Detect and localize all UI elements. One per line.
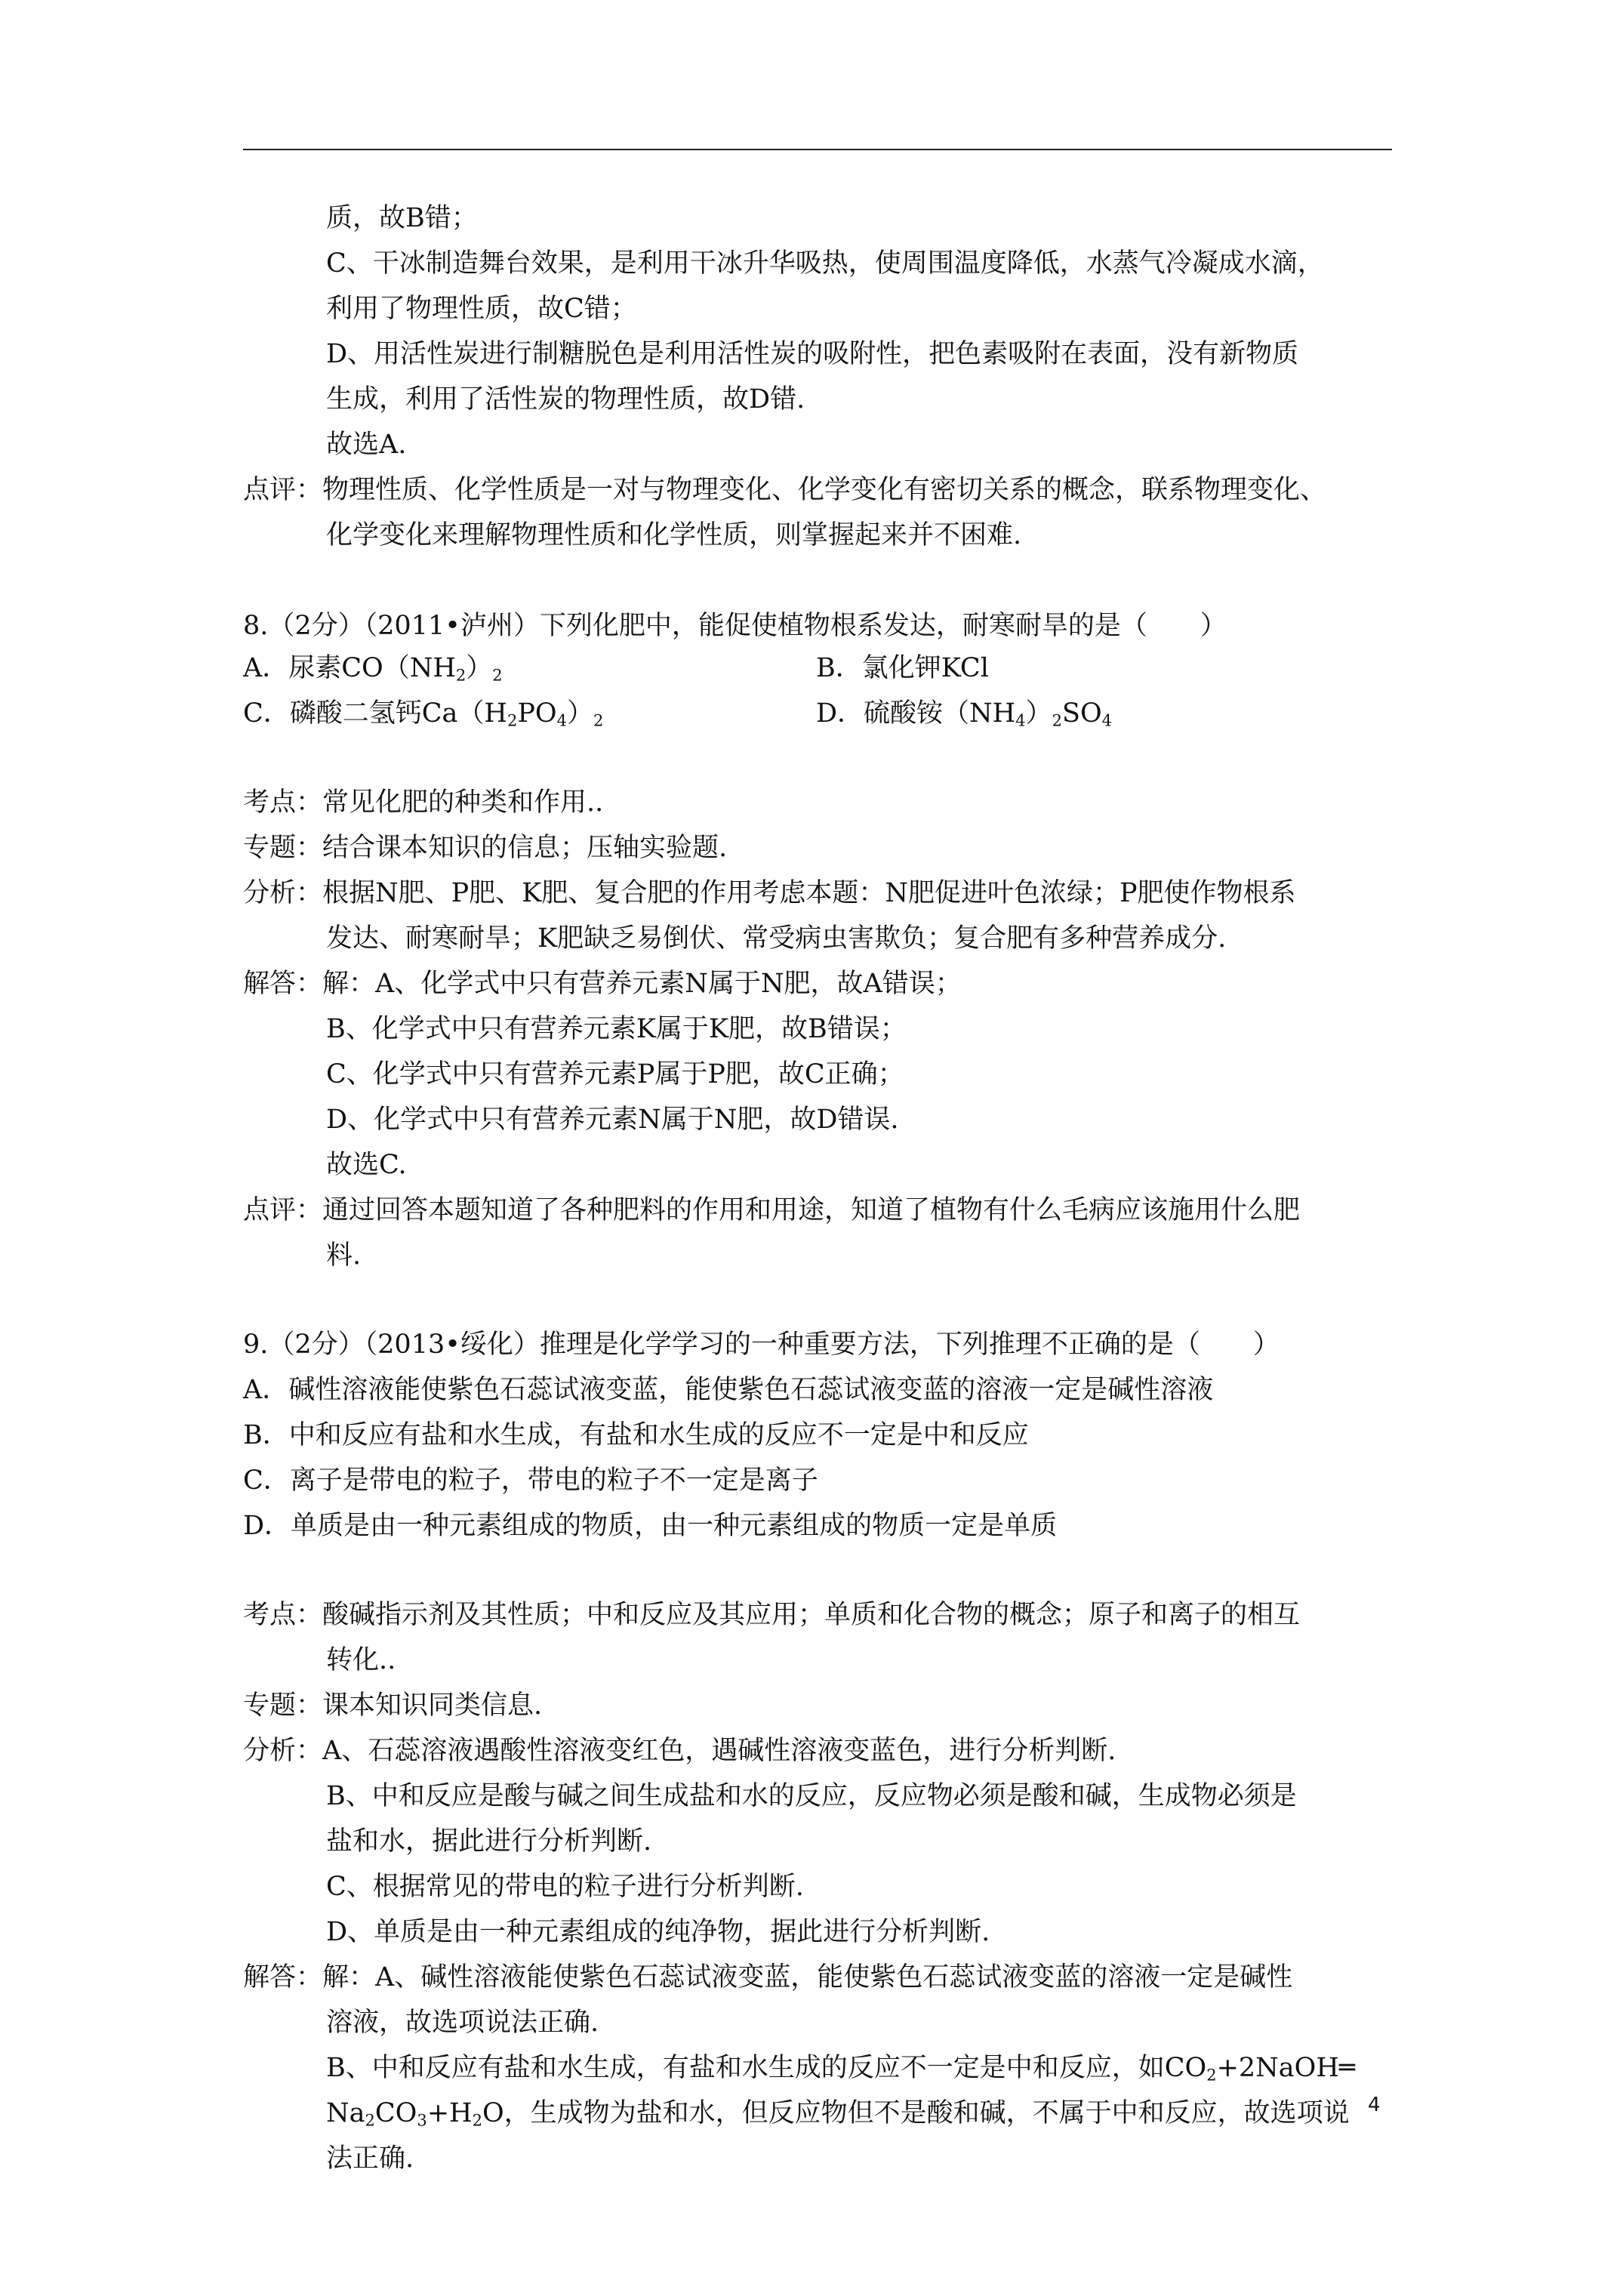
text-line: D、化学式中只有营养元素N属于N肥，故D错误. bbox=[326, 1105, 899, 1135]
q8-option-c: C．磷酸二氢钙$Ca(H_2PO_4)_2$ bbox=[243, 698, 604, 730]
text-line: 专题：结合课本知识的信息；压轴实验题. bbox=[243, 833, 728, 863]
q9-option-b: B．中和反应有盐和水生成，有盐和水生成的反应不一定是中和反应 bbox=[243, 1420, 1029, 1450]
q9-option-a: A．碱性溶液能使紫色石蕊试液变蓝，能使紫色石蕊试液变蓝的溶液一定是碱性溶液 bbox=[243, 1375, 1214, 1405]
text-line: B、化学式中只有营养元素K属于K肥，故B错误； bbox=[326, 1014, 907, 1044]
q8-option-d: D．硫酸铵$(NH_4)_2SO_4$ bbox=[816, 698, 1113, 730]
text-line: 解答：解：A、碱性溶液能使紫色石蕊试液变蓝，能使紫色石蕊试液变蓝的溶液一定是碱性 bbox=[243, 1962, 1293, 1992]
text-line: C、干冰制造舞台效果，是利用干冰升华吸热，使周围温度降低，水蒸气冷凝成水滴， bbox=[326, 248, 1324, 279]
text-line: 法正确. bbox=[326, 2143, 414, 2174]
text-line: 考点：常见化肥的种类和作用.. bbox=[243, 787, 604, 818]
q9-answer-b-formula-line: $Na_2CO_3+H_2O$，生成物为盐和水，但反应物但不是酸和碱，不属于中和反应，故选项说 bbox=[326, 2098, 1350, 2130]
text-line: D、用活性炭进行制糖脱色是利用活性炭的吸附性，把色素吸附在表面，没有新物质 bbox=[326, 339, 1299, 369]
text-line: 利用了物理性质，故C错； bbox=[326, 294, 637, 324]
text-line: C、化学式中只有营养元素P属于P肥，故C正确； bbox=[326, 1059, 904, 1089]
text-line: 分析：A、石蕊溶液遇酸性溶液变红色，遇碱性溶液变蓝色，进行分析判断. bbox=[243, 1736, 1116, 1766]
text-line: B、中和反应是酸与碱之间生成盐和水的反应，反应物必须是酸和碱，生成物必须是 bbox=[326, 1781, 1297, 1811]
text-line: 分析：根据N肥、P肥、K肥、复合肥的作用考虑本题：N肥促进叶色浓绿；P肥使作物根系 bbox=[243, 878, 1296, 908]
text-line: 故选C. bbox=[326, 1150, 407, 1180]
text-line: 解答：解：A、化学式中只有营养元素N属于N肥，故A错误； bbox=[243, 969, 962, 999]
comment-line: 点评：物理性质、化学性质是一对与物理变化、化学变化有密切关系的概念，联系物理变化、 bbox=[243, 475, 1327, 505]
question-9-stem: 9.（2分）（2013•绥化）推理是化学学习的一种重要方法，下列推理不正确的是（ ） bbox=[243, 1330, 1280, 1360]
text-line: 质，故B错； bbox=[326, 203, 478, 233]
text-line: 盐和水，据此进行分析判断. bbox=[326, 1826, 652, 1857]
text-line: 溶液，故选项说法正确. bbox=[326, 2008, 599, 2038]
q8-option-b: B．氯化钾KCl bbox=[816, 653, 989, 683]
text-line: 料. bbox=[326, 1240, 362, 1271]
text-line: C、根据常见的带电的粒子进行分析判断. bbox=[326, 1872, 804, 1902]
q8-option-a: A．尿素$CO(NH_2)_2$ bbox=[243, 653, 503, 685]
text-line: 生成，利用了活性炭的物理性质，故D错. bbox=[326, 384, 805, 415]
text-line: D、单质是由一种元素组成的纯净物，据此进行分析判断. bbox=[326, 1917, 990, 1947]
text-line: 化学变化来理解物理性质和化学性质，则掌握起来并不困难. bbox=[326, 520, 1022, 550]
text-line: 转化.. bbox=[326, 1645, 396, 1675]
question-8-stem: 8.（2分）（2011•泸州）下列化肥中，能促使植物根系发达，耐寒耐旱的是（ ） bbox=[243, 611, 1227, 641]
comment-line: 点评：通过回答本题知道了各种肥料的作用和用途，知道了植物有什么毛病应该施用什么肥 bbox=[243, 1195, 1301, 1225]
q9-answer-b-line: B、中和反应有盐和水生成，有盐和水生成的反应不一定是中和反应，如$CO_2+2NaOH═$ bbox=[326, 2053, 1355, 2085]
text-line: 发达、耐寒耐旱；K肥缺乏易倒伏、常受病虫害欺负；复合肥有多种营养成分. bbox=[326, 923, 1227, 954]
q9-option-c: C．离子是带电的粒子，带电的粒子不一定是离子 bbox=[243, 1465, 818, 1496]
text-line: 考点：酸碱指示剂及其性质；中和反应及其应用；单质和化合物的概念；原子和离子的相互 bbox=[243, 1600, 1301, 1630]
q9-option-d: D．单质是由一种元素组成的物质，由一种元素组成的物质一定是单质 bbox=[243, 1511, 1058, 1541]
text-line: 故选A. bbox=[326, 430, 407, 460]
header-rule bbox=[243, 149, 1392, 150]
page-number: 4 bbox=[1368, 2094, 1381, 2116]
text-line: 专题：课本知识同类信息. bbox=[243, 1690, 543, 1721]
